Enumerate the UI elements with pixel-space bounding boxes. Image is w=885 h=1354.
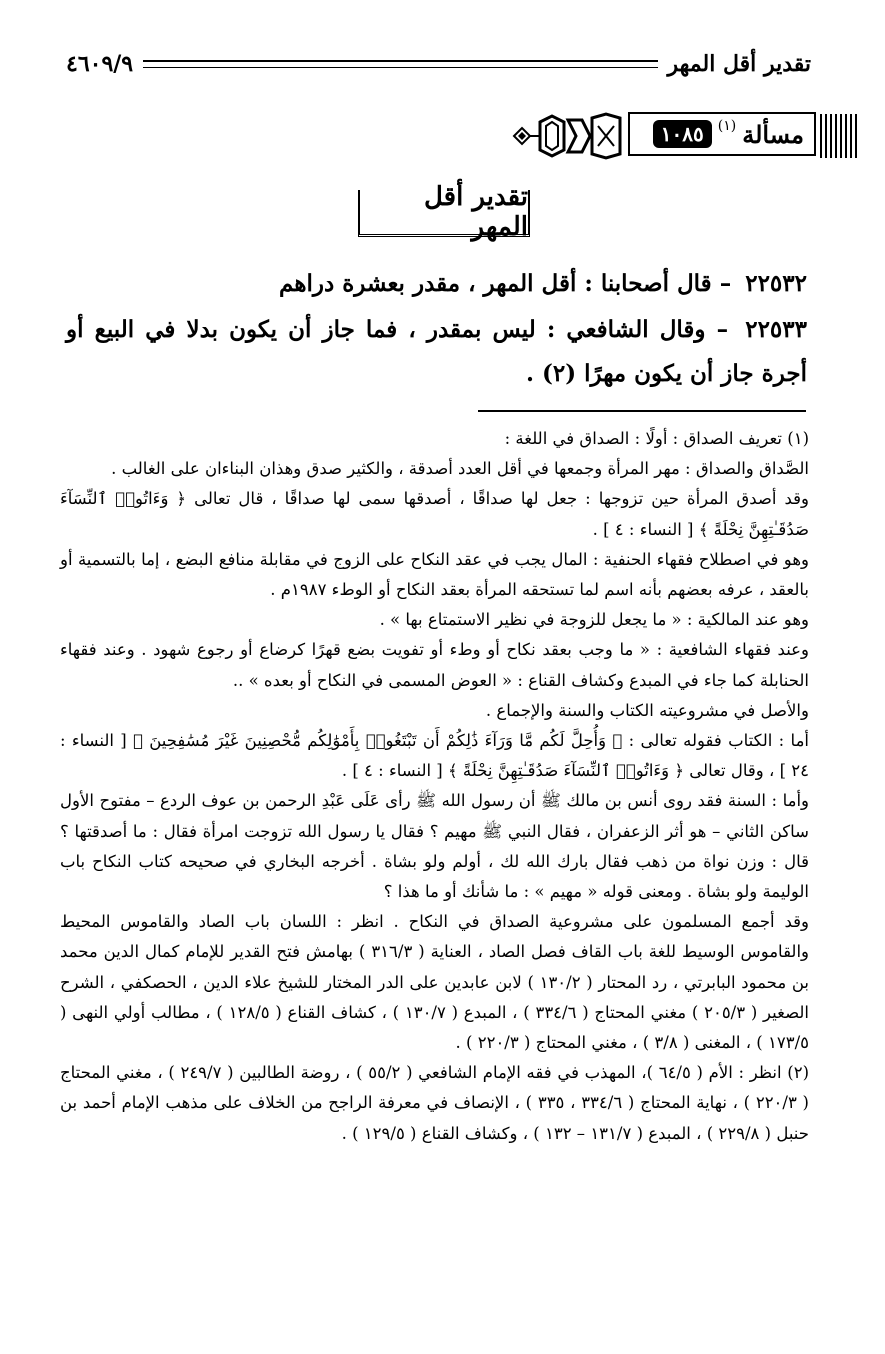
footnote-paragraph: وهو في اصطلاح فقهاء الحنفية : المال يجب في عقد النكاح على الزوج في مقابلة منافع البضع ، إما بالتسمية أو بالعقد ، عرفه بعضهم بأنه اسم لما تستحقه المرأة بعقد النكاح أو الوطء ١٩٨٧م . [60,549,809,600]
footnote-paragraph: وقد أجمع المسلمون على مشروعية الصداق في النكاح . انظر : اللسان باب الصاد والقاموس المحيط والقاموس الوسيط للغة باب القاف فصل الصاد ، العناية ( ٣١٦/٣ ) بهامش فتح القدير للإمام كمال الدين محمد بن محمود البابرتي ، رد المحتار ( ١٣٠/٢ ) لابن عابدين على الدر المختار للشيخ علاء الدين ، الحصكفي ، الشرح الصغير ( ٢٠٥/٣ ) مغني المحتاج ( ٣٣٤/٦ ) ، المبدع ( ١٣٠/٧ ) ، كشاف القناع ( ١٢٨/٥ ) ، مطالب أولي النهى ( ١٧٣/٥ ) ، المغنى ( ٣/٨ ) ، مغني المحتاج ( ٢٢٠/٣ ) . [60,912,810,1053]
header-rule [143,60,657,68]
masala-banner [510,112,860,160]
footnote-paragraph: الصَّداق والصداق : مهر المرأة وجمعها في أقل العدد أصدقة ، والكثير صدق وهذان البناءان على الغالب . [111,459,809,479]
footnote-paragraph: أما : الكتاب فقوله تعالى : ﴿ وَأُحِلَّ لَكُم مَّا وَرَآءَ ذَٰلِكُمْ أَن تَبْتَغُوا۟ بِأَمْوَٰلِكُم مُّحْصِنِينَ غَيْرَ مُسَٰفِحِينَ ﴾ [ النساء : ٢٤ ] ، وقال تعالى ﴿ وَءَاتُوا۟ ٱلنِّسَآءَ صَدُقَـٰتِهِنَّ نِحْلَةً ﴾ [ النساء : ٤ ] . [60,731,809,781]
footnote-paragraph: (٢) انظر : الأم ( ٦٤/٥ )، المهذب في فقه الإمام الشافعي ( ٥٥/٢ ) ، روضة الطالبين ( ٢٤٩/٧ ) ، مغني المحتاج ( ٢٢٠/٣ ) ، نهاية المحتاج ( ٣٣٤/٦ ، ٣٣٥ ) ، الإنصاف في معرفة الراجح من الخلاف على مذهب الإمام أحمد بن حنبل ( ٢٢٩/٨ ) ، المبدع ( ١٣١/٧ – ١٣٢ ) ، وكشاف القناع ( ١٢٩/٥ ) . [60,1063,810,1143]
footnote-paragraph: وهو عند المالكية : « ما يجعل للزوجة في نظير الاستمتاع بها » . [379,610,809,630]
chapter-title: تقدير أقل المهر [423,182,528,242]
banner-hatch-decoration [820,114,860,158]
masala-number: ١٠٨٥ [653,120,712,148]
chapter-title-box [358,182,530,242]
footnote-divider [478,410,806,412]
entry-text: – وقال الشافعي : ليس بمقدر ، فما جاز أن يكون بدلا في البيع أو أجرة جاز أن يكون مهرًا (٢) . [66,316,807,387]
masala-footnote-marker: (١) [717,118,737,134]
entry-text: – قال أصحابنا : أقل المهر ، مقدر بعشرة دراهم [279,270,732,297]
running-header-code: ٤٦٠٩/٩ [66,51,134,77]
footnote-paragraph: وعند فقهاء الشافعية : « ما وجب بعقد نكاح أو وطء أو تفويت بضع قهرًا كرضاع أو رجوع شهود . وعند فقهاء الحنابلة كما جاء في المبدع وكشاف القناع : « العوض المسمى في النكاح أو بعده » .. [60,640,809,690]
ornament-icon [510,112,628,160]
entry-number: ٢٢٥٣٢ [745,270,807,297]
footnotes [60,424,809,1149]
footnote-paragraph: (١) تعريف الصداق : أولًا : الصداق في اللغة : [504,429,809,448]
footnote-paragraph: وقد أصدق المرأة حين تزوجها : جعل لها صداقًا ، أصدقها سمى لها صداقًا ، قال تعالى ﴿ وَءَاتُوا۟ ٱلنِّسَآءَ صَدُقَـٰتِهِنَّ نِحْلَةً ﴾ [ النساء : ٤ ] . [60,489,809,539]
masala-label: مسألة [742,119,804,149]
footnote-paragraph: وأما : السنة فقد روى أنس بن مالك ﷺ أن رسول الله ﷺ رأى عَلَى عَبْدِ الرحمن بن عوف الردع – مفتوح الأول ساكن الثاني – هو أثر الزعفران ، فقال النبي ﷺ مهيم ؟ فقال يا رسول الله تزوجت امرأة فقال : ما أصدقتها ؟ قال : وزن نواة من ذهب فقال بارك الله لك ، أولم ولو بشاة . أخرجه البخاري في صحيحه كتاب النكاح باب الوليمة ولو بشاة . ومعنى قوله « مهيم » : ما شأنك أو ما هذا ؟ [60,791,809,902]
footnote-paragraph: والأصل في مشروعيته الكتاب والسنة والإجماع . [485,700,809,720]
running-header-title: تقدير أقل المهر [667,51,811,77]
entry-number: ٢٢٥٣٣ [745,316,807,343]
main-text [66,262,807,398]
masala-label-box [628,112,816,156]
entry [66,262,807,306]
entry [66,308,807,396]
running-header [66,44,811,84]
